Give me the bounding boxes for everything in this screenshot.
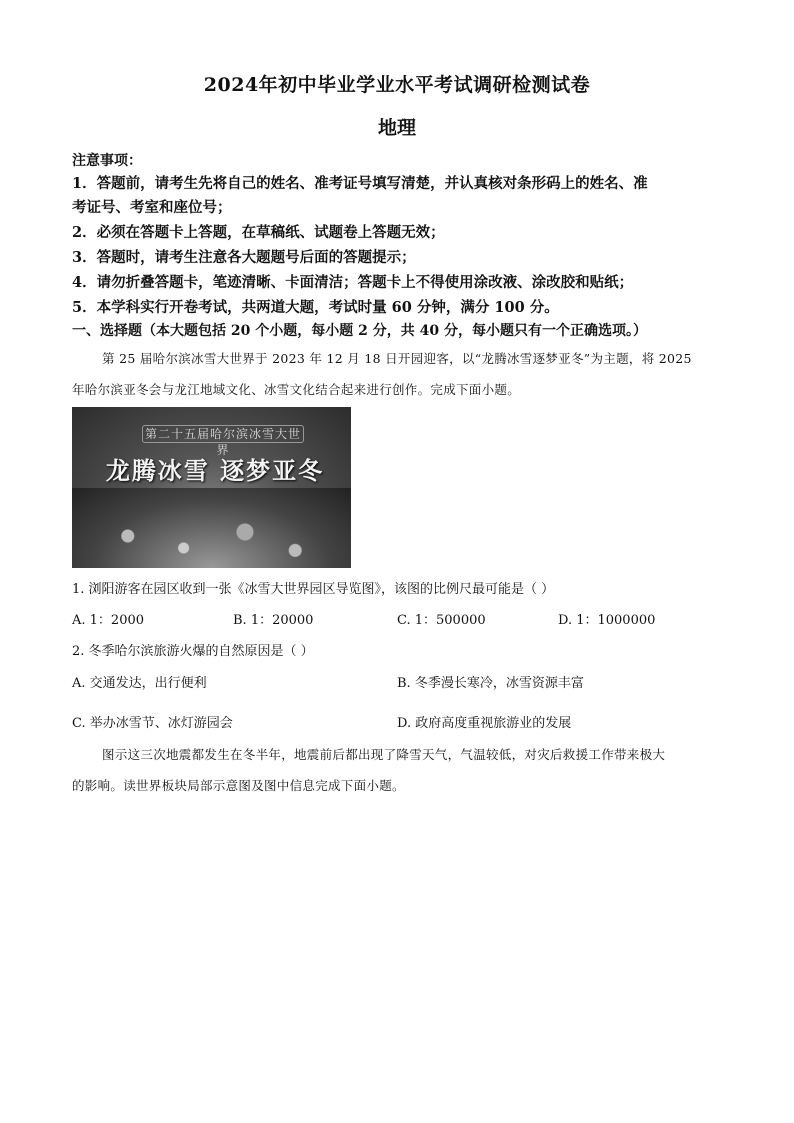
photo-banner-top: 第二十五届哈尔滨冰雪大世界 <box>142 425 304 443</box>
photo-banner-main: 龙腾冰雪 逐梦亚冬 <box>105 457 325 485</box>
passage-line: 年哈尔滨亚冬会与龙江地域文化、冰雪文化结合起来进行创作。完成下面小题。 <box>72 382 521 397</box>
photo-ground <box>72 488 351 568</box>
subject-title: 地理 <box>377 117 416 139</box>
question-1-stem: 1. 浏阳游客在园区收到一张《冰雪大世界园区导览图》，该图的比例尺最可能是（ ） <box>72 582 555 597</box>
section-heading: 一、选择题（本大题包括 20 个小题，每小题 2 分，共 40 分，每小题只有一个正确选项。） <box>72 323 647 339</box>
passage-line: 的影响。读世界板块局部示意图及图中信息完成下面小题。 <box>72 778 405 793</box>
ice-snow-world-photo <box>72 407 351 568</box>
q2-option-d: D. 政府高度重视旅游业的发展 <box>397 716 572 731</box>
q1-option-a: A. 1：2000 <box>72 613 145 628</box>
passage-line: 图示这三次地震都发生在冬半年，地震前后都出现了降雪天气，气温较低，对灾后救援工作带来极大 <box>102 747 666 762</box>
q2-option-c: C. 举办冰雪节、冰灯游园会 <box>72 716 233 731</box>
exam-title: 2024年初中毕业学业水平考试调研检测试卷 <box>203 74 591 96</box>
note-item: 考证号、考室和座位号； <box>72 199 232 216</box>
notes-heading: 注意事项： <box>72 153 142 169</box>
q1-option-c: C. 1：500000 <box>397 613 486 628</box>
note-item: 3．答题时，请考生注意各大题题号后面的答题提示； <box>72 249 416 266</box>
note-item: 5．本学科实行开卷考试，共两道大题，考试时量 60 分钟，满分 100 分。 <box>72 299 559 316</box>
note-item: 4．请勿折叠答题卡，笔迹清晰、卡面清洁；答题卡上不得使用涂改液、涂改胶和贴纸； <box>72 274 634 291</box>
q1-option-d: D. 1：1000000 <box>558 613 656 628</box>
passage-line: 第 25 届哈尔滨冰雪大世界于 2023 年 12 月 18 日开园迎客，以“龙腾冰雪逐梦亚冬”为主题，将 2025 <box>102 351 692 366</box>
q1-option-b: B. 1：20000 <box>233 613 314 628</box>
note-item: 2．必须在答题卡上答题，在草稿纸、试题卷上答题无效； <box>72 224 445 241</box>
q2-option-b: B. 冬季漫长寒冷，冰雪资源丰富 <box>397 676 584 691</box>
question-2-stem: 2. 冬季哈尔滨旅游火爆的自然原因是（ ） <box>72 644 314 659</box>
q2-option-a: A. 交通发达，出行便利 <box>72 676 207 691</box>
note-item: 1．答题前，请考生先将自己的姓名、准考证号填写清楚，并认真核对条形码上的姓名、准 <box>72 175 648 192</box>
